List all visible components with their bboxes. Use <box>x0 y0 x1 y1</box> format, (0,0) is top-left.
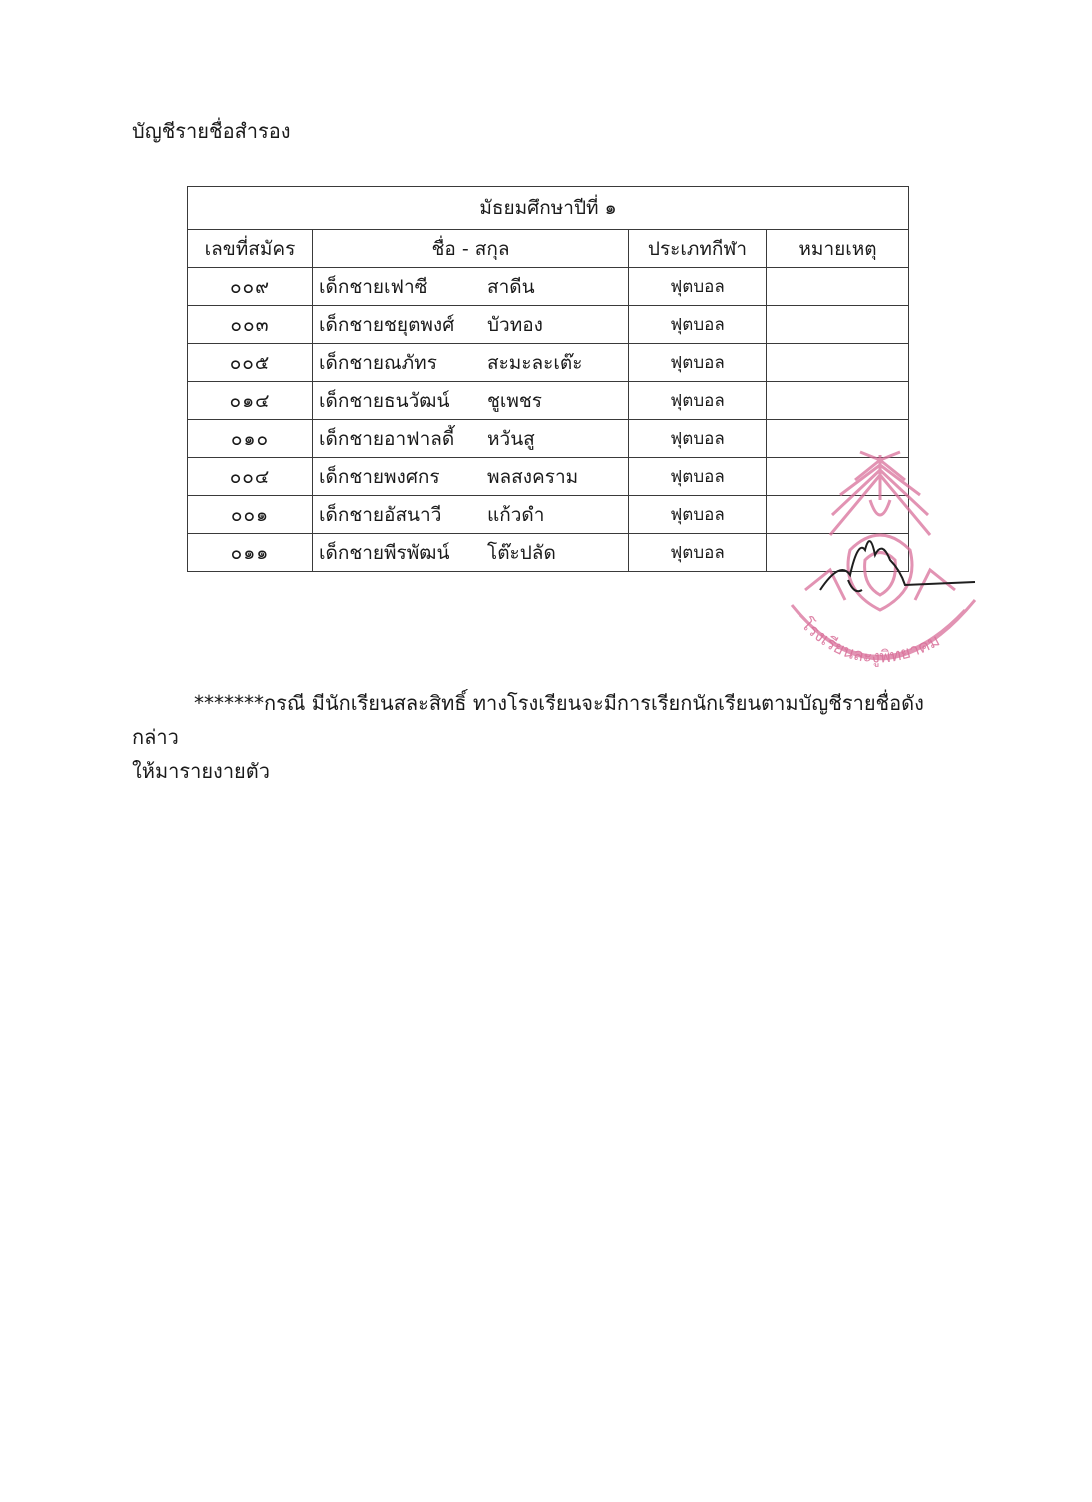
remarks-cell <box>767 268 909 306</box>
last-name: โต๊ะปลัด <box>487 541 556 564</box>
sport-type: ฟุตบอล <box>629 344 767 382</box>
last-name: บัวทอง <box>487 313 543 336</box>
column-header-sport: ประเภทกีฬา <box>629 230 767 268</box>
first-name: เด็กชายพีรพัฒน์ <box>319 541 450 564</box>
sport-type: ฟุตบอล <box>629 382 767 420</box>
last-name: ชูเพชร <box>487 389 543 412</box>
table-row <box>188 268 909 306</box>
student-name <box>313 268 629 306</box>
footnote-text-1: *******กรณี มีนักเรียนสละสิทธิ์ ทางโรงเรียนจะมีการเรียกนักเรียนตามบัญชีรายชื่อดังกล่าว <box>132 691 924 749</box>
application-no: ๐๑๐ <box>188 420 313 458</box>
last-name: หวันสู <box>487 427 535 450</box>
student-name <box>313 306 629 344</box>
application-no: ๐๑๔ <box>188 382 313 420</box>
table-row <box>188 344 909 382</box>
footnote-line-1 <box>132 686 962 754</box>
seal-text-path: โรงเรียนละงูพิทยาคม <box>796 614 944 668</box>
first-name: เด็กชายธนวัฒน์ <box>319 389 450 412</box>
sport-type: ฟุตบอล <box>629 420 767 458</box>
sport-type: ฟุตบอล <box>629 458 767 496</box>
column-header-full-name: ชื่อ - สกุล <box>313 230 629 268</box>
column-header-application-no: เลขที่สมัคร <box>188 230 313 268</box>
application-no: ๐๐๓ <box>188 306 313 344</box>
student-name <box>313 458 629 496</box>
remarks-cell <box>767 382 909 420</box>
first-name: เด็กชายเฟาซี <box>319 275 428 298</box>
seal-text <box>796 614 943 668</box>
footnote-line-2: ให้มารายงายตัว <box>132 759 270 783</box>
sport-type: ฟุตบอล <box>629 534 767 572</box>
school-seal-stamp <box>770 440 990 690</box>
last-name: สาดีน <box>487 275 535 298</box>
footnote <box>132 686 962 788</box>
table-row <box>188 306 909 344</box>
application-no: ๐๐๑ <box>188 496 313 534</box>
grade-title: มัธยมศึกษาปีที่ ๑ <box>188 187 909 230</box>
sport-type: ฟุตบอล <box>629 306 767 344</box>
last-name: แก้วดำ <box>487 503 545 526</box>
first-name: เด็กชายณภัทร <box>319 351 437 374</box>
first-name: เด็กชายชยุตพงศ์ <box>319 313 455 336</box>
application-no: ๐๐๙ <box>188 268 313 306</box>
sport-type: ฟุตบอล <box>629 496 767 534</box>
student-name <box>313 534 629 572</box>
first-name: เด็กชายอัสนาวี <box>319 503 442 526</box>
remarks-cell <box>767 344 909 382</box>
signature <box>820 541 975 590</box>
remarks-cell <box>767 306 909 344</box>
last-name: สะมะละเต๊ะ <box>487 351 583 374</box>
student-name <box>313 382 629 420</box>
last-name: พลสงคราม <box>487 465 579 488</box>
first-name: เด็กชายอาฟาลดี้ <box>319 427 455 450</box>
application-no: ๐๑๑ <box>188 534 313 572</box>
sport-type: ฟุตบอล <box>629 268 767 306</box>
application-no: ๐๐๔ <box>188 458 313 496</box>
page-heading: บัญชีรายชื่อสำรอง <box>132 119 291 143</box>
table-row <box>188 382 909 420</box>
application-no: ๐๐๕ <box>188 344 313 382</box>
student-name <box>313 420 629 458</box>
column-header-remarks: หมายเหตุ <box>767 230 909 268</box>
student-name <box>313 344 629 382</box>
first-name: เด็กชายพงศกร <box>319 465 440 488</box>
student-name <box>313 496 629 534</box>
